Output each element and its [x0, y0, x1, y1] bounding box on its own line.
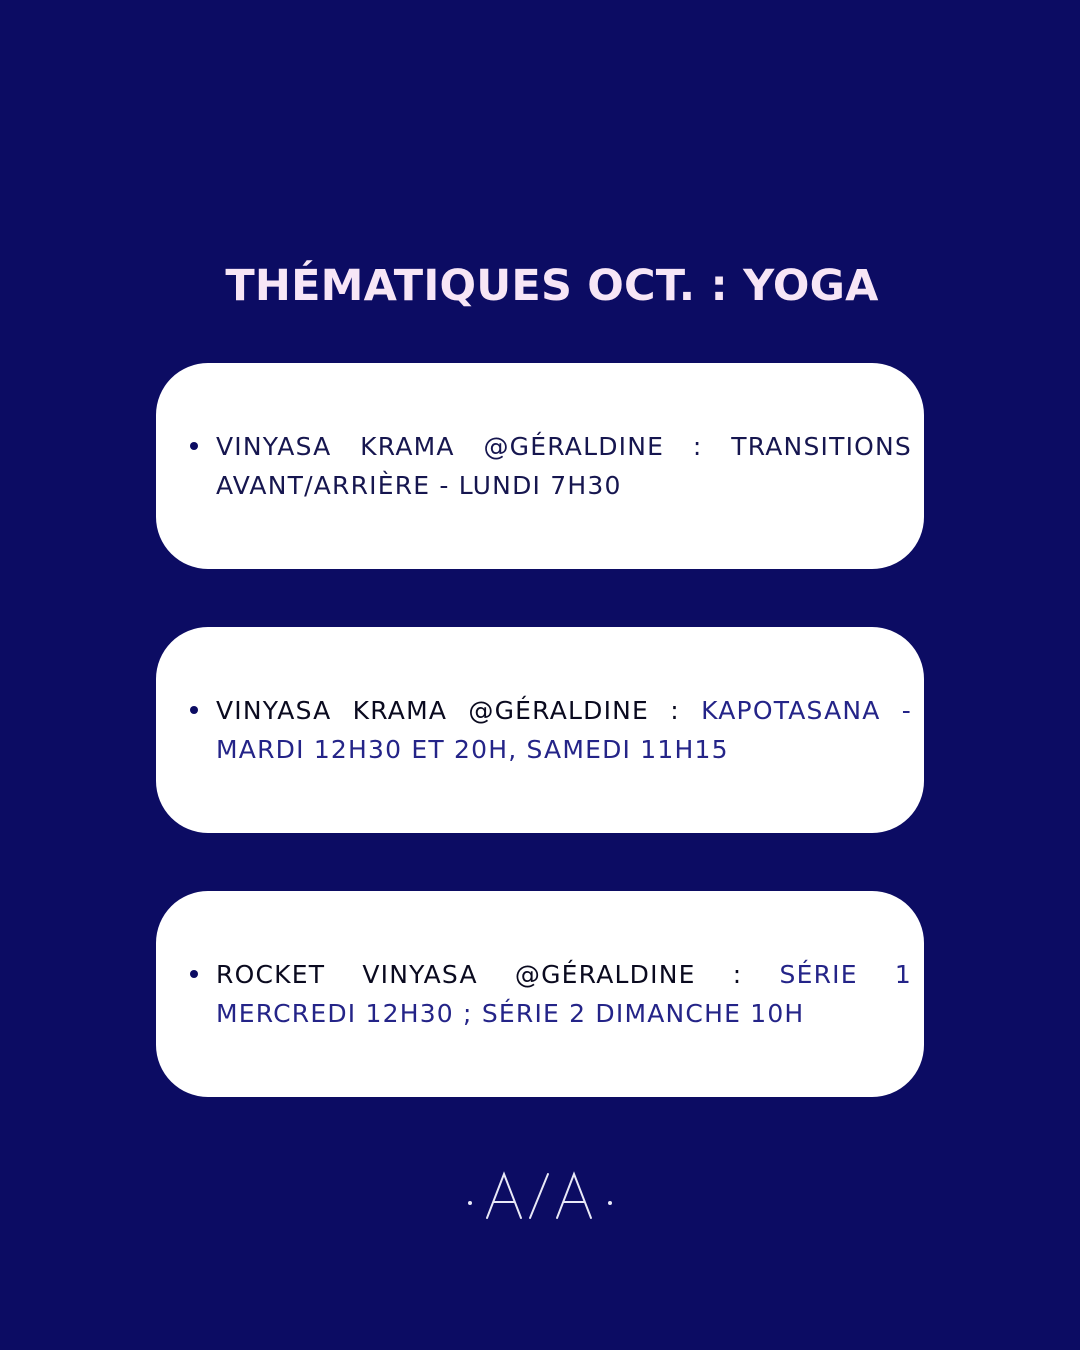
schedule-card-text [216, 955, 912, 1033]
schedule-card-1 [156, 363, 924, 569]
class-lead: VINYASA KRAMA @GÉRALDINE : [216, 432, 732, 461]
logo-dot-right [608, 1201, 612, 1205]
schedule-card-2 [156, 627, 924, 833]
logo-dot-left [468, 1201, 472, 1205]
schedule-card-3 [156, 891, 924, 1097]
schedule-card-text [216, 691, 912, 769]
schedule-card-text [216, 427, 912, 505]
class-lead: VINYASA KRAMA @GÉRALDINE : [216, 696, 702, 725]
class-detail: KAPOTASANA - MARDI 12H30 ET 20H, SAMEDI 11H15 [216, 696, 912, 764]
class-lead: ROCKET VINYASA @GÉRALDINE : [216, 960, 780, 989]
bullet-icon [190, 970, 198, 978]
aa-logo-icon [484, 1170, 596, 1222]
bullet-icon [190, 706, 198, 714]
class-detail: TRANSITIONS AVANT/ARRIÈRE - LUNDI 7H30 [216, 432, 912, 500]
class-detail: SÉRIE 1 MERCREDI 12H30 ; SÉRIE 2 DIMANCHE 10H [216, 960, 912, 1028]
page-title: THÉMATIQUES OCT. : YOGA [225, 261, 879, 311]
aa-monogram-logo [0, 1166, 1080, 1226]
bullet-icon [190, 442, 198, 450]
